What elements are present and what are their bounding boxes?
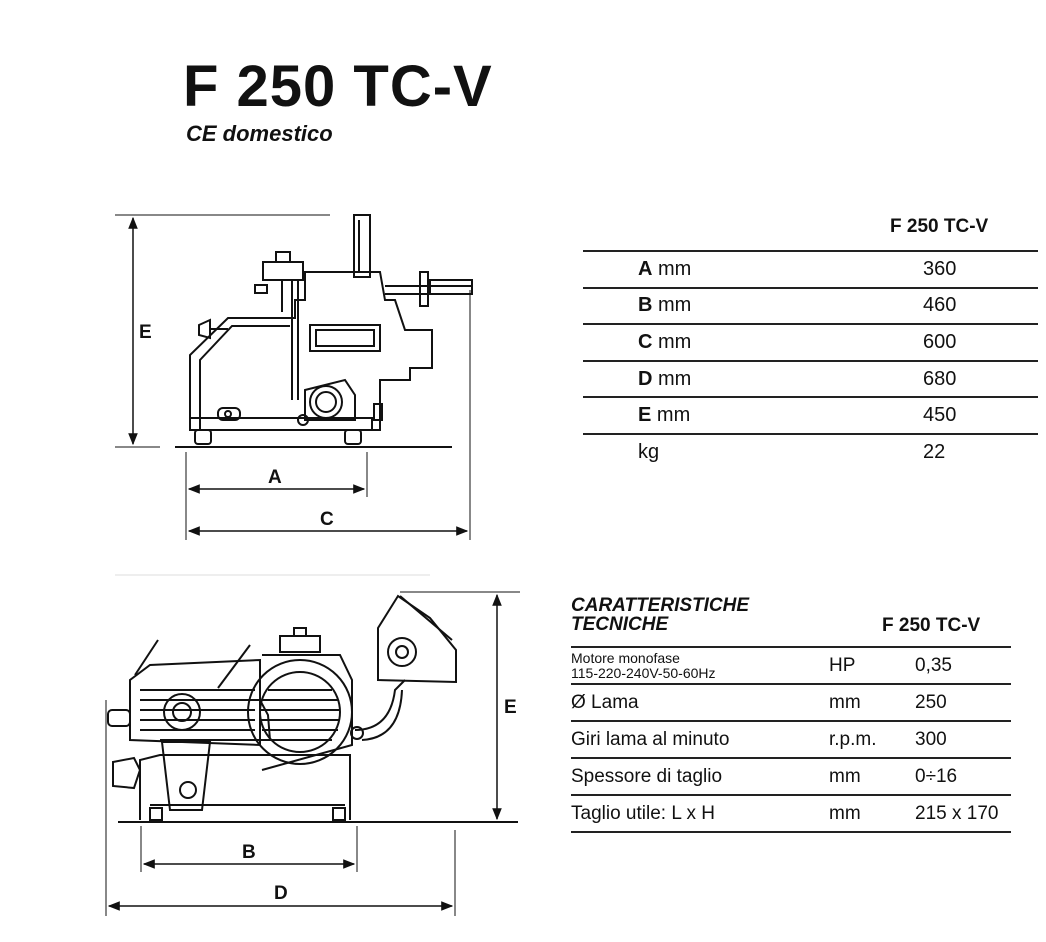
technical-title (571, 596, 749, 634)
table-row (571, 758, 1011, 795)
side-view-drawing (115, 215, 472, 540)
spec-value: 0÷16 (915, 758, 1011, 795)
spec-value: 0,35 (915, 647, 1011, 684)
dim-letter: C (638, 330, 653, 353)
table-row (571, 795, 1011, 832)
dim-value: 460 (923, 288, 1038, 325)
table-row (571, 721, 1011, 758)
technical-model-header: F 250 TC-V (882, 615, 981, 636)
dim-unit: mm (658, 294, 692, 317)
dim-unit: mm (656, 404, 691, 427)
dimensions-model-header: F 250 TC-V (890, 216, 989, 237)
spec-unit: mm (829, 795, 915, 832)
table-row (583, 288, 1038, 325)
dim-unit: mm (658, 367, 692, 390)
technical-title-line1: CARATTERISTICHE (571, 595, 750, 616)
spec-label: Motore monofase (571, 649, 680, 666)
side-label-E: E (139, 322, 152, 343)
table-row (583, 251, 1038, 288)
dim-letter: E (638, 404, 652, 427)
spec-label: Ø Lama (571, 684, 829, 721)
dim-value: 450 (923, 397, 1038, 434)
spec-value: 250 (915, 684, 1011, 721)
spec-value: 215 x 170 (915, 795, 1011, 832)
front-label-B: B (242, 842, 256, 863)
dim-unit: mm (658, 330, 692, 353)
spec-unit: HP (829, 647, 915, 684)
dim-letter: B (638, 294, 653, 317)
dim-value: 360 (923, 251, 1038, 288)
dim-value: 600 (923, 324, 1038, 361)
table-row (583, 361, 1038, 398)
table-row (571, 647, 1011, 684)
technical-table (571, 646, 1011, 833)
dim-value: 680 (923, 361, 1038, 398)
table-row (583, 434, 1038, 471)
spec-value: 300 (915, 721, 1011, 758)
spec-label: Giri lama al minuto (571, 721, 829, 758)
front-view-drawing (106, 575, 520, 916)
table-row (571, 684, 1011, 721)
spec-label: Taglio utile: L x H (571, 795, 829, 832)
spec-unit: mm (829, 684, 915, 721)
side-label-C: C (320, 509, 334, 530)
dim-letter: D (638, 367, 653, 390)
side-label-A: A (268, 467, 282, 488)
front-label-D: D (274, 883, 288, 904)
dim-unit: mm (658, 257, 692, 280)
dim-value: 22 (923, 434, 1038, 471)
product-subtitle: CE domestico (186, 121, 333, 146)
front-label-E: E (504, 697, 517, 718)
spec-unit: mm (829, 758, 915, 795)
dim-letter: A (638, 257, 653, 280)
spec-label: Spessore di taglio (571, 758, 829, 795)
spec-unit: r.p.m. (829, 721, 915, 758)
product-title: F 250 TC-V (183, 54, 493, 119)
dim-unit: kg (638, 441, 660, 464)
table-row (583, 397, 1038, 434)
dimensions-table (583, 250, 1038, 471)
spec-label-sub: 115-220-240V-50-60Hz (571, 664, 716, 681)
technical-title-line2: TECNICHE (571, 614, 669, 635)
table-row (583, 324, 1038, 361)
